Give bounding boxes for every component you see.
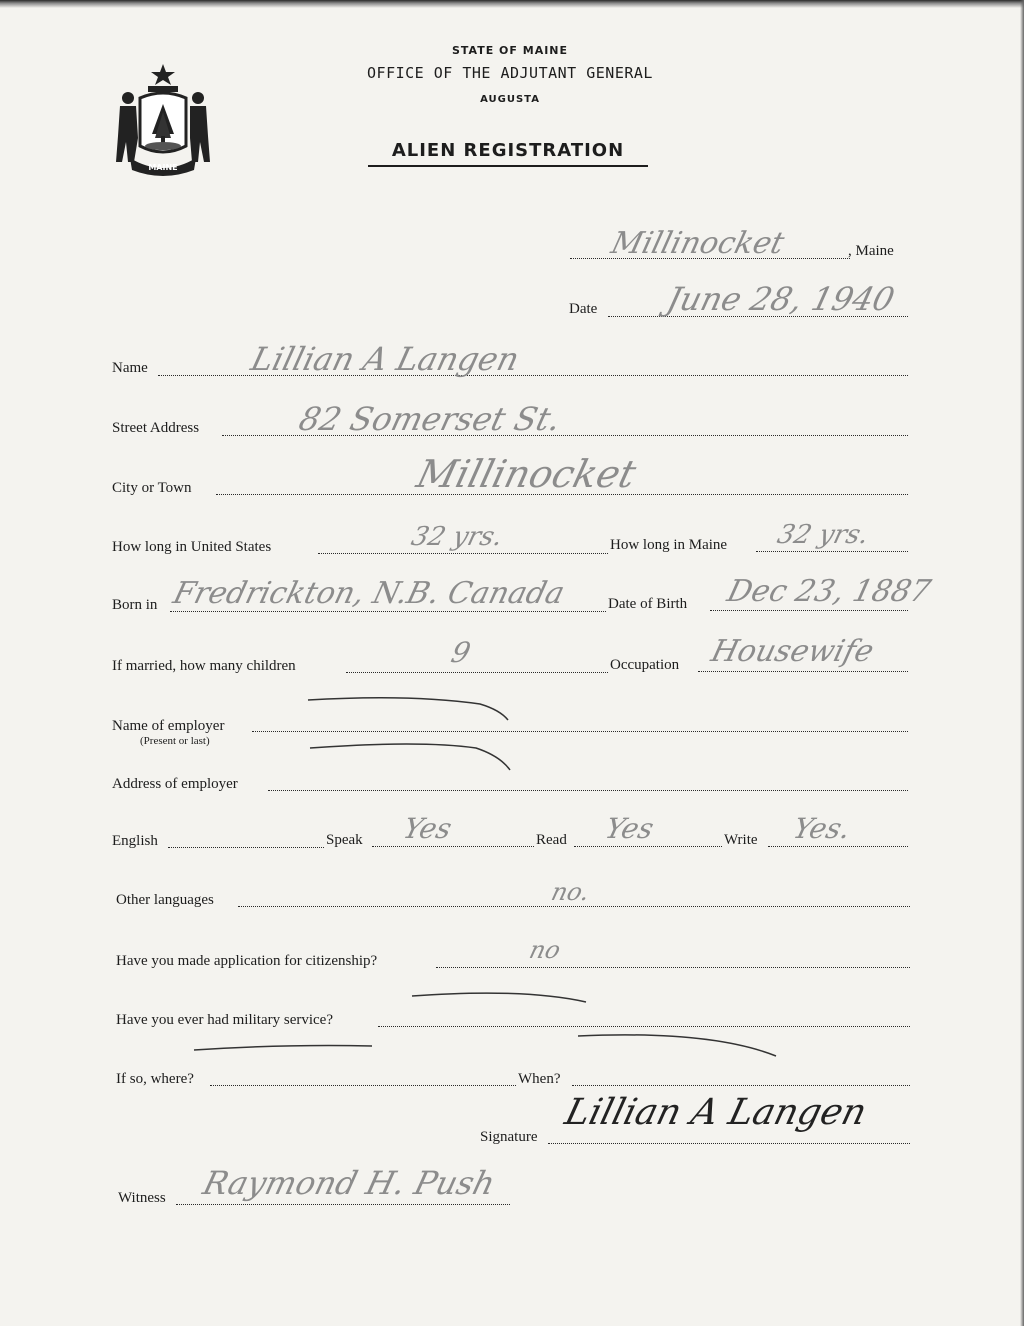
employer-address-line: [268, 790, 908, 791]
dob-label: Date of Birth: [608, 596, 688, 612]
occupation-line: [698, 671, 908, 672]
header-city: AUGUSTA: [480, 94, 540, 105]
speak-label: Speak: [326, 832, 363, 848]
employer-dash-mark: [300, 692, 520, 726]
military-dash-mark: [404, 984, 604, 1010]
date-value: June 28, 1940: [663, 280, 899, 318]
when-line: [572, 1085, 910, 1086]
born-line: [170, 611, 606, 612]
when-label: When?: [518, 1071, 561, 1087]
employer-line: [252, 731, 908, 732]
employer-address-label: Address of employer: [112, 776, 238, 792]
employer-sublabel: (Present or last): [140, 735, 210, 747]
how-long-us-value: 32 yrs.: [408, 522, 506, 552]
dob-line: [710, 610, 908, 611]
employer-label: Name of employer: [112, 718, 225, 734]
read-line: [574, 846, 722, 847]
seal-text: MAINE: [148, 163, 178, 172]
state-seal-icon: [108, 58, 218, 178]
other-languages-value: no.: [548, 878, 593, 906]
born-value: Fredrickton, N.B. Canada: [169, 576, 569, 611]
how-long-maine-line: [756, 551, 908, 552]
signature-line: [548, 1143, 910, 1144]
occupation-label: Occupation: [610, 657, 680, 673]
witness-value: Raymond H. Push: [199, 1164, 500, 1202]
form-title: ALIEN REGISTRATION: [368, 140, 648, 167]
speak-line: [372, 846, 534, 847]
read-value: Yes: [601, 812, 658, 845]
write-label: Write: [724, 832, 758, 848]
english-line: [168, 847, 324, 848]
header-state: STATE OF MAINE: [451, 44, 569, 57]
dob-value: Dec 23, 1887: [723, 574, 935, 609]
where-dash-mark: [186, 1036, 386, 1060]
city-value: Millinocket: [412, 452, 641, 496]
read-label: Read: [536, 832, 567, 848]
children-value: 9: [447, 636, 474, 669]
header-office: OFFICE OF THE ADJUTANT GENERAL: [367, 64, 653, 82]
when-dash-mark: [570, 1026, 790, 1066]
where-line: [210, 1085, 516, 1086]
employer-address-dash-mark: [300, 734, 520, 774]
where-label: If so, where?: [116, 1071, 194, 1087]
citizenship-value: no: [526, 936, 564, 964]
name-value: Lillian A Langen: [247, 340, 524, 378]
citizenship-label: Have you made application for citizenship?: [116, 953, 378, 969]
signature-label: Signature: [480, 1129, 538, 1145]
how-long-us-line: [318, 553, 608, 554]
witness-line: [176, 1204, 510, 1205]
born-label: Born in: [112, 597, 158, 613]
page-top-edge: [0, 0, 1024, 8]
write-value: Yes.: [789, 812, 855, 845]
street-value: 82 Somerset St.: [295, 400, 565, 438]
street-label: Street Address: [112, 420, 200, 436]
children-label: If married, how many children: [112, 658, 296, 674]
write-line: [768, 846, 908, 847]
citizenship-line: [436, 967, 910, 968]
occupation-value: Housewife: [707, 634, 878, 669]
english-label: English: [112, 833, 158, 849]
other-languages-line: [238, 906, 910, 907]
how-long-maine-value: 32 yrs.: [774, 520, 872, 550]
name-label: Name: [112, 360, 148, 376]
signature-value: Lillian A Langen: [560, 1092, 871, 1133]
place-label: , Maine: [848, 243, 894, 259]
military-label: Have you ever had military service?: [116, 1012, 333, 1028]
children-line: [346, 672, 608, 673]
witness-label: Witness: [118, 1190, 166, 1206]
place-value: Millinocket: [607, 226, 788, 261]
city-label: City or Town: [112, 480, 192, 496]
date-label: Date: [569, 301, 598, 317]
how-long-maine-label: How long in Maine: [610, 537, 728, 553]
other-languages-label: Other languages: [116, 892, 214, 908]
speak-value: Yes: [399, 812, 456, 845]
how-long-us-label: How long in United States: [112, 539, 272, 555]
page-right-edge: [1020, 0, 1024, 1326]
